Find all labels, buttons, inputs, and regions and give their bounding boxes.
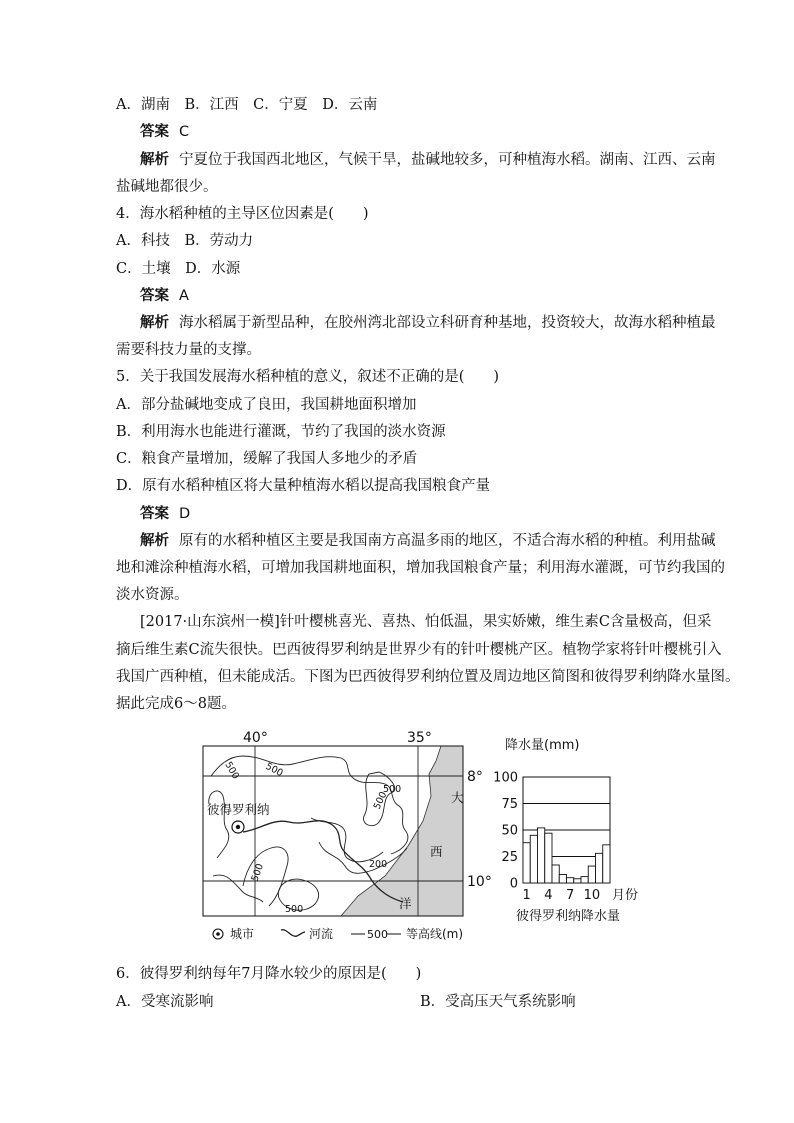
chart-xtick-label: 10 bbox=[583, 888, 601, 903]
precip-bar-12 bbox=[603, 845, 610, 883]
ocean-label: 大 bbox=[451, 790, 464, 805]
q5-option-a: A．部分盐碱地变成了良田，我国耕地面积增加 bbox=[116, 397, 417, 413]
q6-stem: 6．彼得罗利纳每年7月降水较少的原因是( ) bbox=[116, 966, 422, 982]
precip-bar-9 bbox=[581, 877, 588, 883]
q3-analysis-cont: 盐碱地都很少。 bbox=[116, 179, 218, 195]
analysis-text: 宁夏位于我国西北地区，气候干旱，盐碱地较多，可种植海水稻。湖南、江西、云南 bbox=[179, 152, 716, 168]
q6-option-b: B．受高压天气系统影响 bbox=[420, 994, 576, 1010]
precip-bar-1 bbox=[523, 843, 530, 883]
chart-ytick-label: 100 bbox=[493, 770, 518, 786]
precip-bar-11 bbox=[596, 853, 603, 883]
chart-xtick-label: 7 bbox=[565, 888, 575, 903]
lat-label-10: 10° bbox=[467, 874, 492, 890]
passage-line-2: 摘后维生素C流失很快。巴西彼得罗利纳是世界少有的针叶樱桃产区。植物学家将针叶樱桃引入 bbox=[116, 642, 722, 658]
chart-ytick-label: 50 bbox=[501, 823, 518, 839]
precip-bar-5 bbox=[552, 865, 559, 883]
q5-analysis-cont-2: 淡水资源。 bbox=[116, 587, 189, 603]
city-legend-icon bbox=[213, 929, 223, 939]
q4-options-1: A．科技 B．劳动力 bbox=[116, 233, 254, 249]
q5-option-d: D．原有水稻种植区将大量种植海水稻以提高我国粮食产量 bbox=[116, 478, 491, 494]
q5-option-b: B．利用海水也能进行灌溉，节约了我国的淡水资源 bbox=[116, 424, 446, 440]
q5-stem: 5．关于我国发展海水稻种植的意义，叙述不正确的是( ) bbox=[116, 369, 500, 385]
location-map bbox=[203, 730, 492, 916]
q5-analysis-cont-1: 地和滩涂种植海水稻，可增加我国耕地面积，增加我国粮食产量；利用海水灌溉，可节约我国的 bbox=[116, 560, 725, 576]
ocean-area bbox=[341, 746, 463, 916]
q3-analysis-row bbox=[140, 150, 730, 170]
chart-title: 彼得罗利纳降水量 bbox=[516, 909, 621, 924]
contour-line bbox=[209, 791, 229, 858]
contour-label: 500 bbox=[222, 760, 241, 782]
chart-xtick-label: 4 bbox=[544, 888, 553, 903]
q4-analysis-row bbox=[140, 313, 730, 333]
q5-option-c: C．粮食产量增加，缓解了我国人多地少的矛盾 bbox=[116, 451, 418, 467]
analysis-label: 解析 bbox=[140, 533, 169, 549]
analysis-text: 海水稻属于新型品种，在胶州湾北部设立科研育种基地，投资较大，故海水稻种植最 bbox=[179, 315, 716, 331]
ocean-label: 洋 bbox=[399, 896, 412, 911]
city-marker bbox=[232, 821, 244, 833]
precip-bar-2 bbox=[530, 835, 537, 883]
contour-label: 500 bbox=[383, 784, 402, 795]
q4-answer-row bbox=[140, 286, 730, 306]
chart-xtick-label: 1 bbox=[522, 888, 531, 903]
precip-bar-3 bbox=[538, 828, 545, 883]
figure bbox=[193, 726, 653, 952]
lon-label-35: 35° bbox=[407, 730, 432, 746]
passage-line-3: 我国广西种植，但未能成活。下图为巴西彼得罗利纳位置及周边地区简图和彼得罗利纳降水量图。 bbox=[116, 669, 740, 685]
q3-options: A．湖南 B．江西 C．宁夏 D．云南 bbox=[116, 97, 378, 113]
q5-answer-row bbox=[140, 504, 730, 524]
passage-line-4: 据此完成6～8题。 bbox=[116, 696, 236, 712]
chart-ylabel: 降水量(mm) bbox=[505, 738, 580, 753]
answer-label: 答案 bbox=[140, 288, 169, 304]
chart-ytick-label: 0 bbox=[509, 876, 518, 892]
q4-stem: 4．海水稻种植的主导区位因素是( ) bbox=[116, 206, 369, 222]
map-legend bbox=[213, 926, 463, 941]
q3-answer-row bbox=[140, 122, 730, 142]
answer-value: A bbox=[179, 288, 189, 304]
city-label: 彼得罗利纳 bbox=[207, 802, 270, 817]
analysis-text: 原有的水稻种植区主要是我国南方高温多雨的地区，不适合海水稻的种植。利用盐碱 bbox=[179, 533, 716, 549]
legend-contour-value: 500 bbox=[367, 928, 388, 941]
q4-analysis-cont: 需要科技力量的支撑。 bbox=[116, 342, 261, 358]
passage-line-1: [2017·山东滨州一模]针叶樱桃喜光、喜热、怕低温，果实娇嫩，维生素C含量极高，但采 bbox=[140, 614, 712, 630]
precip-bar-10 bbox=[588, 866, 595, 883]
precip-bar-7 bbox=[567, 878, 574, 883]
answer-label: 答案 bbox=[140, 506, 169, 522]
contour-label: 500 bbox=[249, 862, 267, 884]
contour-label: 500 bbox=[263, 760, 285, 780]
q6-option-a: A．受寒流影响 bbox=[116, 994, 214, 1010]
chart-ytick-label: 75 bbox=[501, 797, 518, 812]
precip-bar-6 bbox=[559, 875, 566, 883]
analysis-label: 解析 bbox=[140, 152, 169, 168]
answer-label: 答案 bbox=[140, 124, 169, 140]
contour-label: 500 bbox=[285, 904, 304, 915]
ocean-label: 西 bbox=[430, 844, 443, 859]
precip-bar-8 bbox=[574, 879, 581, 883]
precip-bar-4 bbox=[545, 833, 552, 883]
answer-value: C bbox=[179, 124, 190, 140]
answer-value: D bbox=[179, 506, 191, 522]
q5-analysis-row bbox=[140, 531, 730, 551]
chart-ytick-label: 25 bbox=[501, 850, 518, 865]
contour-label: 500 bbox=[371, 790, 390, 812]
legend-contour-label: 等高线(m) bbox=[406, 927, 464, 941]
precipitation-chart bbox=[493, 737, 638, 924]
lon-label-40: 40° bbox=[243, 730, 268, 746]
q4-options-2: C．土壤 D．水源 bbox=[116, 261, 241, 277]
chart-xlabel: 月份 bbox=[612, 888, 639, 903]
lat-label-8: 8° bbox=[467, 769, 483, 785]
analysis-label: 解析 bbox=[140, 315, 169, 331]
legend-river-label: 河流 bbox=[309, 927, 334, 941]
legend-city-label: 城市 bbox=[230, 927, 255, 941]
contour-label: 200 bbox=[369, 859, 388, 870]
river-legend-icon bbox=[281, 930, 305, 937]
